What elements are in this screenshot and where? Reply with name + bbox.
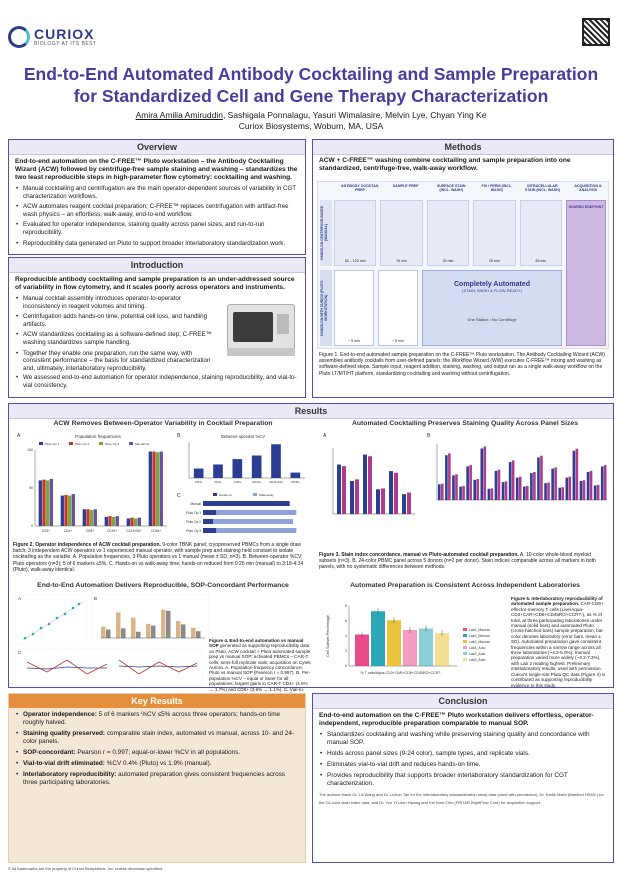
list-item: • Manual cocktail assembly introduces operator-to-operator inconsistency in reagent volumes and timing. — [15, 295, 219, 310]
results-section — [8, 403, 614, 692]
bar — [233, 459, 243, 478]
bar — [452, 475, 455, 500]
bar — [441, 484, 444, 500]
auto-step-box — [378, 270, 418, 346]
panel-letter: A — [17, 433, 21, 439]
list-item: • Manual cocktailing and centrifugation are the main operator-dependent sources of variability in CGT characterization workflows. — [15, 185, 299, 200]
legend-swatch — [463, 628, 467, 631]
qr-code-icon[interactable] — [582, 18, 610, 46]
bar — [512, 460, 515, 500]
bar — [130, 518, 133, 526]
acknowledgements: The authors thank Dr. Lili Wang and Dr. Lichun Tan for the interlaboratory standardization study data (used with permission), Dr. Kartik Malhi (Manfred HSMC) for the 24-color stain index data, and Dr. Yoo Yi Leon Hwang and Kei Kian Chin (FRITAR BightFlow Core) for acquisition support. — [319, 792, 604, 805]
bar — [462, 486, 465, 500]
legend-label: Lab3_Auto — [469, 658, 486, 662]
panel-letter: B — [427, 433, 431, 439]
bar — [371, 611, 385, 666]
bar — [516, 478, 519, 500]
scatter-point — [48, 623, 51, 626]
figure-5-caption: Figure 5. Interlaboratory reproducibility of automated sample preparation. CAR-CD8+ effector-memory T cells (Live/Aqua-CD3+CAR+CD8+CD45RO+CCR7-), as % of total, at three participating laboratories under manual (solid bars) and automated Pluto (cross-hatched bars) sample preparation; bar color denotes laboratory (error bars, mean ± SD). Automated preparation gave consistent frequencies within a narrow range across all three laboratories (~4.2-5.0%); manual preparation varied more widely (~4.2-7.3%), with Lab 2 reading highest. Preliminary interlaboratory results, used with permission. Curiox's single-site Pluto QC data (Figure 4) is contributed as supporting reproducibility evidence to this study. — [511, 596, 606, 688]
legend-swatch — [129, 442, 133, 445]
legend-label: Pluto Op 1 — [45, 442, 60, 446]
auto-step-box — [334, 270, 374, 346]
overview-section — [8, 139, 306, 255]
bar — [138, 518, 141, 526]
bar — [469, 465, 472, 500]
list-item: • Staining quality preserved: comparable stain index, automated vs manual, across 10- and 24-color panels. — [15, 730, 299, 746]
bar — [191, 628, 196, 638]
bar — [86, 509, 89, 526]
bar — [561, 487, 564, 500]
logo-tagline: BIOLOGY AT ITS BEST — [34, 41, 97, 47]
bar — [216, 528, 296, 533]
bar — [389, 471, 393, 514]
bar — [594, 485, 597, 500]
bar — [50, 479, 53, 526]
conclusion-heading: Conclusion — [313, 694, 613, 709]
x-tick-label: CD4+ — [63, 529, 73, 533]
x-axis-label: % T cells/Aqua-CD3+CAR+CD8+CD45RO+CCR7- — [360, 671, 442, 675]
bar — [445, 455, 448, 500]
bar — [46, 480, 49, 526]
bar — [136, 632, 141, 638]
bar — [533, 472, 536, 500]
legend-label: Lab2_Manual — [469, 634, 490, 638]
manual-row — [334, 200, 562, 266]
list-item: • Together they enable one preparation, run the same way, with consistent performance – the basis for standardized characterization and, ultimately, interlaboratory reproducibility. — [15, 350, 219, 373]
automated-banner — [422, 270, 562, 346]
bar — [252, 456, 262, 479]
bar — [569, 477, 572, 500]
y-tick-label: 8 — [345, 604, 347, 608]
bar — [68, 496, 71, 526]
list-item: • Reproducibility data generated on Pluto to support broader interlaboratory standardization work. — [15, 240, 299, 248]
legend-swatch — [463, 646, 467, 649]
stain-index-chart-b — [423, 430, 611, 530]
y-axis-label: Cell Subset Percentage — [325, 614, 330, 658]
bar — [94, 509, 97, 526]
panel-2-title: Automated Cocktailing Preserves Staining Quality Across Panel Sizes — [351, 420, 578, 427]
panel-1-title: ACW Removes Between-Operator Variability in Cocktail Preparation — [53, 420, 273, 427]
vial-to-vial-chart — [15, 648, 203, 686]
scatter-point — [78, 603, 81, 606]
bar — [161, 610, 166, 638]
bar — [203, 510, 216, 515]
manual-step-box — [334, 200, 376, 266]
overview-list — [15, 185, 299, 247]
step-time: 30 min — [442, 259, 454, 263]
per-population-cv-chart — [91, 594, 209, 644]
bar — [90, 510, 93, 526]
bar — [502, 482, 505, 500]
list-item: • Provides reproducibility that supports broader interlaboratory standardization for CGT characterization. — [319, 772, 607, 788]
list-item: • Vial-to-vial drift eliminated: %CV 0.4% (Pluto) vs 1.9% (manual). — [15, 760, 299, 768]
bar — [176, 621, 181, 638]
bar — [61, 496, 64, 526]
bar — [537, 457, 540, 500]
workflow-steps — [340, 184, 608, 198]
step-label: SAMPLE PREP — [392, 184, 419, 188]
introduction-heading: Introduction — [9, 258, 305, 273]
scatter-point — [32, 633, 35, 636]
list-item: • Standardizes cocktailing and washing while preserving staining quality and concordance with manual SOP. — [319, 731, 607, 747]
bar — [402, 494, 406, 514]
legend-label: Lab1_Auto — [469, 646, 486, 650]
bar — [181, 624, 186, 638]
list-item: • We assessed end-to-end automation for operator independence, staining reproducibility, and vial-to-vial consistency. — [15, 374, 299, 389]
panel-letter: B — [177, 433, 181, 439]
x-tick-label: CD3+ — [41, 529, 51, 533]
bar — [337, 465, 341, 515]
workflow-diagram — [317, 181, 609, 349]
title-line-1: End-to-End Automated Antibody Cocktailing and Sample Preparation — [23, 64, 599, 84]
bar — [83, 509, 86, 526]
y-tick-label: 0 — [345, 664, 347, 668]
bar — [112, 517, 115, 526]
bar — [419, 629, 433, 667]
step-label: FIX / PERM (INCL. WASH) — [481, 184, 513, 192]
curiox-logo — [8, 26, 97, 48]
bar — [573, 451, 576, 500]
results-panel-4 — [319, 580, 611, 688]
manual-step-box — [380, 200, 422, 266]
step-time: 60 – 120 min — [344, 259, 366, 263]
x-tick-label: CD8+ — [85, 529, 95, 533]
conclusion-lead: End-to-end automation on the C-FREE™ Pluto workstation delivers effortless, operator-independent, reproducible preparation comparable to manual SOP. — [319, 712, 594, 727]
methods-lead: ACW + C-FREE™ washing combine cocktailing and sample preparation into one standardized, centrifuge-free, walk-away workflow. — [319, 157, 571, 172]
y-tick-label: Pluto Op 3 — [185, 529, 201, 533]
bar — [558, 488, 561, 500]
key-results-section — [8, 693, 306, 863]
bar — [473, 480, 476, 500]
bar — [134, 518, 137, 526]
x-tick-label: CD19+ — [251, 480, 262, 484]
introduction-section — [8, 257, 306, 398]
concordance-scatter — [15, 594, 87, 644]
bar — [39, 480, 42, 526]
bar — [438, 484, 441, 500]
presenting-author: Amira Amilia Amiruddin — [135, 110, 223, 120]
legend-swatch — [99, 442, 103, 445]
population-frequency-chart — [13, 430, 171, 538]
y-tick-label: 50 — [29, 486, 33, 490]
bar — [495, 471, 498, 500]
panel-letter: B — [94, 596, 98, 601]
overview-lead: End-to-end automation on the C-FREE™ Pluto workstation – the Antibody Cocktailing Wizard (ACW) followed by centrifuge-free sample staining and washing – standardizes the two least reproducible steps in high-parameter flow cytometry: cocktailing and washing. — [15, 158, 298, 181]
bar — [64, 495, 67, 526]
scatter-point — [24, 637, 27, 640]
bar — [160, 452, 163, 526]
bar — [597, 485, 600, 500]
figure-2-caption: Figure 2. Operator independence of ACW cocktail preparation. 9-color TBNK panel; cryopreserved PBMCs from a single draw batch; 3 independent ACW operators vs 1 experienced manual operator, with sample prep and staining held constant to isolate cocktailing as the variable. A. Population frequencies, 3 Pluto operators vs 1 manual (mean ± SD, n=3). B. Between-operator %CV; Pluto operators (n=3); 5 of 6 markers ≤5%. C. Hands-on vs walk-away time; hands-on reduced from 0:26 min (manual) to 3:18-4:34 (Pluto), walk-away identical. — [13, 542, 304, 573]
bar — [355, 635, 369, 667]
bar — [455, 474, 458, 500]
auto-banner-title: Completely Automated — [454, 281, 530, 288]
bar — [342, 466, 346, 514]
list-item: • Interlaboratory reproducibility: automated preparation gives consistent frequencies across three participating laboratories. — [15, 771, 299, 787]
figure-3-caption: Figure 3. Stain index concordance, manual vs Pluto-automated cocktail preparation. A. 10-color whole-blood myeloid subsets (n=3). B. 24-color PBMC panel across 5 donors (n=2 per donor). Stain indices comparable across all markers in both panels, with no systematic differences between methods. — [319, 552, 596, 571]
legend-swatch — [39, 442, 43, 445]
x-tick-label: CD16+56+ — [126, 529, 142, 533]
bar — [376, 489, 380, 514]
methods-heading: Methods — [313, 140, 613, 155]
bar — [566, 478, 569, 500]
bar — [216, 510, 296, 515]
y-tick-label: 0 — [31, 524, 33, 528]
bar — [523, 487, 526, 500]
list-item: • Operator independence: 5 of 6 markers %CV ≤5% across three operators; hands-on time roughly halved. — [15, 711, 299, 727]
bar — [604, 465, 607, 500]
acquisition-box — [566, 200, 606, 346]
x-tick-label: CD4+ — [214, 480, 222, 484]
list-item: • Eliminates vial-to-vial drift and reduces hands-on time. — [319, 761, 607, 769]
bar — [488, 489, 491, 500]
footer-note: © All trademarks are the property of Curiox Biosystems, Inc. unless otherwise specified. — [8, 866, 164, 871]
legend-swatch — [463, 634, 467, 637]
manual-row-label: HANDS-ON CENTRIFUGE-BASED (MANUAL) — [320, 200, 332, 266]
bar — [526, 486, 529, 500]
results-panel-1 — [13, 418, 313, 578]
bar — [127, 518, 130, 526]
bar — [121, 628, 126, 638]
list-item: • ACW standardizes cocktailing as a software-defined step; C-FREE™ washing standardizes sample handling. — [15, 331, 219, 346]
bar — [203, 501, 290, 506]
legend-label: Lab2_Auto — [469, 652, 486, 656]
list-item: • SOP-concordant: Pearson r = 0.997; equal-or-lower %CV in all populations. — [15, 749, 299, 757]
conclusion-list — [319, 731, 607, 788]
scatter-point — [64, 613, 67, 616]
step-time: ~ 5 min — [392, 339, 404, 343]
y-tick-label: 6 — [345, 619, 347, 623]
legend-label: Manual Op — [135, 442, 150, 446]
list-item: • ACW automates reagent cocktail preparation; C-FREE™ replaces centrifugation with artifact-free wash physics – an effortless, walk-away, end-to-end workflow. — [15, 203, 299, 218]
bar — [363, 455, 367, 514]
x-tick-label: CD3+ — [194, 480, 203, 484]
author-block — [0, 110, 622, 132]
legend-label: Hands-on — [219, 493, 233, 497]
figure-1-caption: Figure 1. End-to-end automated sample preparation on the C-FREE™ Pluto workstation. The Antibody Cocktailing Wizard (ACW) assembles antibody cocktails from user-defined panels; the Workflow Wizard (WW) executes C-FREE™ mixing and washing as software-defined steps. Sample input, reagent addition, staining, washing, and output run as a single walk-away workflow on the Pluto LT/MT/HT platform, standardizing cocktailing and washing without centrifugation. — [319, 352, 605, 377]
conclusion-section — [312, 693, 614, 863]
bar — [407, 493, 411, 514]
bar — [554, 467, 557, 500]
bar — [106, 630, 111, 639]
legend-label: Walk-away — [259, 493, 274, 497]
title-line-2: for Standardized Cell and Gene Therapy Characterization — [73, 86, 549, 106]
key-results-heading: Key Results — [9, 694, 305, 708]
step-time: 15 min — [396, 259, 407, 263]
bar — [72, 494, 75, 526]
bar — [448, 453, 451, 500]
panel-letter: A — [323, 433, 327, 439]
bar — [42, 480, 45, 526]
bar — [105, 517, 108, 526]
bar — [116, 613, 121, 639]
legend-swatch — [253, 493, 257, 496]
panel-4-title: Automated Preparation is Consistent Across Independent Laboratories — [350, 582, 580, 589]
bar — [149, 452, 152, 526]
bar — [291, 473, 301, 478]
bar — [368, 456, 372, 514]
acquisition-label: SHARED ENDPOINT — [568, 205, 604, 209]
bar — [394, 473, 398, 514]
panel-letter: C — [177, 493, 181, 499]
bar — [101, 627, 106, 638]
legend-label: Lab3_Manual — [469, 640, 490, 644]
bar — [196, 631, 201, 638]
panel-letter: C — [18, 650, 22, 655]
bar — [459, 487, 462, 500]
scatter-point — [72, 607, 75, 610]
legend-swatch — [463, 652, 467, 655]
bar — [491, 488, 494, 500]
bar — [131, 618, 136, 638]
bar — [146, 624, 151, 638]
auto-row-label: HANDS-ON WITH CURIOX (PLUTO WORKSTATION) — [320, 270, 332, 346]
bar — [544, 483, 547, 500]
legend-label: Lab1_Manual — [469, 628, 490, 632]
bar — [435, 633, 449, 666]
scatter-point — [40, 627, 43, 630]
poster-title — [0, 63, 622, 107]
bar — [580, 481, 583, 500]
step-time: 25 min — [535, 259, 547, 263]
step-label: ANTIBODY COCKTAIL PREP — [341, 184, 379, 192]
bar — [576, 449, 579, 500]
results-panel-2 — [319, 418, 611, 578]
bar — [587, 472, 590, 500]
manual-step-box — [473, 200, 515, 266]
x-tick-label: CD19+ — [106, 529, 118, 533]
list-item: • Evaluated for operator independence, staining quality across panel sizes, and run-to-run reproducibility. — [15, 221, 299, 236]
bar — [213, 465, 223, 479]
manual-step-box — [520, 200, 562, 266]
y-tick-label: 2 — [345, 649, 347, 653]
stain-index-chart-a — [319, 430, 419, 530]
y-tick-label: Pluto Op 1 — [185, 511, 201, 515]
x-tick-label: CD16+56+ — [268, 480, 284, 484]
bar — [108, 516, 111, 526]
bar — [203, 528, 216, 533]
bar — [355, 479, 359, 514]
manual-step-box — [427, 200, 469, 266]
list-item: • Holds across panel sizes (9-24 color), sample types, and replicate vials. — [319, 750, 607, 758]
y-tick-label: 4 — [345, 634, 347, 638]
introduction-lead: Reproducible antibody cocktailing and sample preparation is an under-addressed source of variability in flow cytometry, and it scales poorly across operators and instruments. — [15, 276, 295, 291]
affiliation: Curiox Biosystems, Woburn, MA, USA — [238, 121, 384, 131]
bar — [151, 626, 156, 638]
legend-swatch — [69, 442, 73, 445]
pluto-instrument-image — [227, 304, 295, 356]
legend-label: Pluto Op 3 — [105, 442, 120, 446]
between-operator-cv-chart — [173, 430, 311, 488]
bar — [498, 470, 501, 500]
list-item: • Centrifugation adds hands-on time, potential cell loss, and handling artifacts. — [15, 313, 219, 328]
bar — [530, 473, 533, 500]
step-label: SURFACE STAIN (INCL. WASH) — [436, 184, 466, 192]
step-label: ACQUISITION & ANALYSIS — [574, 184, 602, 192]
scatter-point — [56, 617, 59, 620]
bar — [381, 488, 385, 514]
y-tick-label: 100 — [27, 448, 33, 452]
bar — [583, 480, 586, 500]
bar — [484, 446, 487, 500]
bar — [156, 452, 159, 526]
bar — [551, 469, 554, 500]
overview-heading: Overview — [9, 140, 305, 155]
bar — [509, 462, 512, 500]
step-label: INTRACELLULAR STAIN (INCL. WASH) — [524, 184, 560, 192]
chart-title: Population frequencies — [75, 434, 121, 439]
bar — [166, 611, 171, 638]
bar — [387, 620, 401, 666]
x-tick-label: CD8+ — [233, 480, 242, 484]
bar — [505, 481, 508, 500]
hands-on-time-chart — [173, 490, 311, 538]
bar — [271, 444, 281, 478]
bar — [213, 519, 293, 524]
y-tick-label: Pluto Op 2 — [185, 520, 201, 524]
results-heading: Results — [9, 404, 613, 419]
logo-icon — [8, 26, 30, 48]
methods-section — [312, 139, 614, 398]
legend-label: Pluto Op 2 — [75, 442, 90, 446]
introduction-list-tail — [15, 374, 299, 389]
panel-3-title: End-to-End Automation Delivers Reproducible, SOP-Concordant Performance — [37, 582, 289, 589]
logo-text: CURIOX — [34, 26, 95, 42]
bar — [519, 477, 522, 500]
bar — [590, 471, 593, 500]
key-results-list — [15, 711, 299, 787]
interlab-chart — [319, 594, 509, 686]
bar — [481, 448, 484, 500]
x-tick-label: CD45+ — [150, 529, 162, 533]
auto-banner-sub: (STAIN, WASH & FLOW-READY) — [462, 288, 522, 293]
bar — [476, 479, 479, 500]
results-panel-3 — [13, 580, 313, 692]
bar — [540, 456, 543, 500]
legend-swatch — [213, 493, 217, 496]
bar — [194, 469, 204, 478]
legend-swatch — [463, 640, 467, 643]
bar — [116, 516, 119, 526]
auto-station-note: One Station • No Centrifuge — [467, 317, 517, 322]
bar — [403, 630, 417, 666]
figure-4-caption: Figure 4. End-to-end automation vs manual SOP generated as supporting reproducibility data on Pluto. ACW cocktail + Pluto automated sample prep vs manual SOP; activated PBMCs – CAR-T cells; semi-full replicate vials; acquisition on Cytek Aurora. A. Population-frequency concordance, Pluto vs manual SOP (Pearson r = 0.997). B. Per-population %CV – equal or lower for all populations; largest gains in CAR-T CD4+ (4.5% → 1.7%) and CD8+ (3.6% → 1.1%). C. Vial-to- — [209, 638, 311, 692]
panel-letter: A — [18, 596, 22, 601]
legend-swatch — [463, 658, 467, 661]
co-authors: , Sashigala Ponnalagu, Yasuri Wimalasire, Melvin Lye, Chyan Ying Ke — [222, 110, 487, 120]
bar — [203, 519, 213, 524]
chart-bg — [15, 594, 87, 644]
bar — [152, 452, 155, 526]
y-tick-label: Manual — [190, 502, 201, 506]
bar — [547, 483, 550, 500]
x-tick-label: CD45+ — [290, 480, 301, 484]
bar — [601, 466, 604, 500]
step-time: ~ 5 min — [348, 339, 360, 343]
step-time: 25 min — [489, 259, 500, 263]
bar — [350, 481, 354, 514]
bar — [466, 466, 469, 500]
chart-title: Between-operator %CV — [221, 434, 265, 439]
